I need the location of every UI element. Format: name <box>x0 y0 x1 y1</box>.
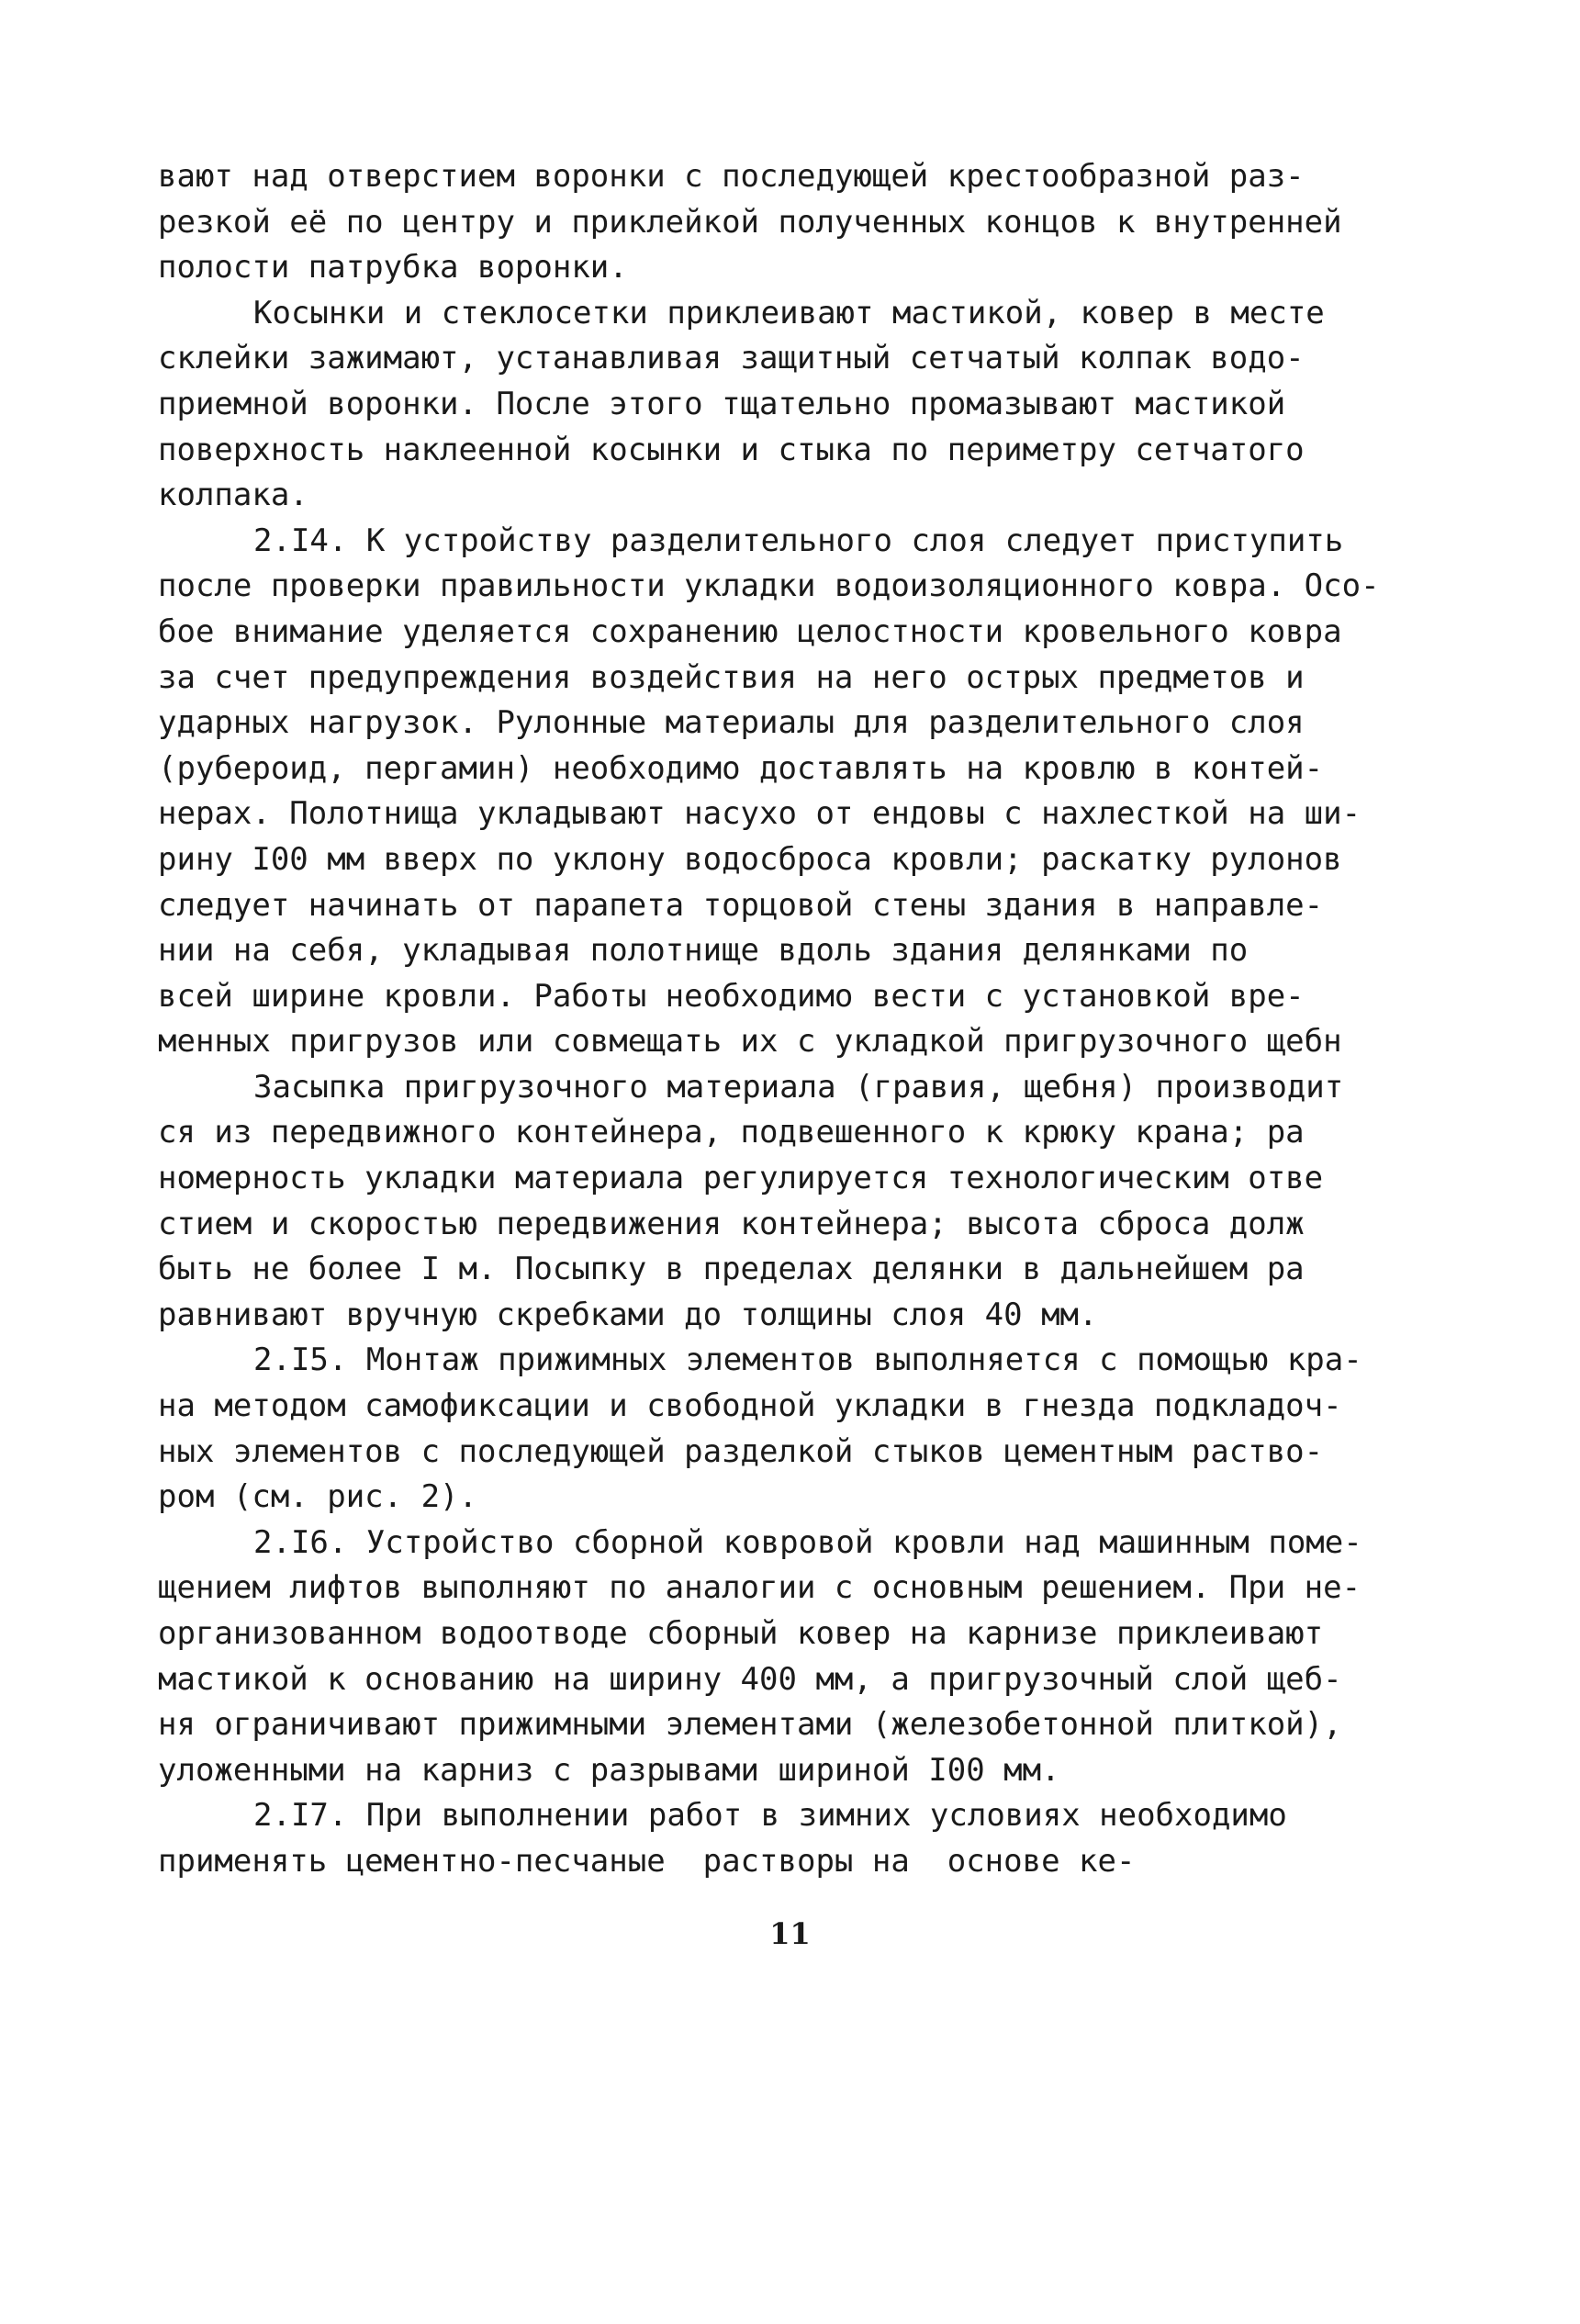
text-line: после проверки правильности укладки водоизоляционного ковра. Осо- <box>158 567 1380 605</box>
text-line: на методом самофиксации и свободной укладки в гнезда подкладоч- <box>158 1387 1342 1425</box>
body-text <box>158 154 1406 1885</box>
text-line: нии на себя, укладывая полотнище вдоль здания делянками по <box>158 932 1249 970</box>
text-line: ных элементов с последующей разделкой стыков цементным раство- <box>158 1432 1324 1470</box>
text-line: за счет предупреждения воздействия на него острых предметов и <box>158 658 1305 696</box>
text-line: применять цементно-песчаные растворы на основе ке- <box>158 1842 1136 1880</box>
text-line: вают над отверстием воронки с последующей крестообразной раз- <box>158 158 1305 195</box>
text-line: быть не более I м. Посыпку в пределах делянки в дальнейшем ра <box>158 1251 1305 1288</box>
text-line: всей ширине кровли. Работы необходимо вести с установкой вре- <box>158 977 1305 1015</box>
section-2-16-heading-line: 2.I6. Устройство сборной ковровой кровли над машинным поме- <box>253 1523 1362 1561</box>
text-line: ня ограничивают прижимными элементами (железобетонной плиткой), <box>158 1706 1342 1744</box>
text-line: колпака. <box>158 477 308 514</box>
text-line: менных пригрузов или совмещать их с укладкой пригрузочного щебн <box>158 1023 1342 1061</box>
text-line: полости патрубка воронки. <box>158 249 628 286</box>
section-2-17-heading-line: 2.I7. При выполнении работ в зимних условиях необходимо <box>253 1797 1287 1835</box>
text-line: мастикой к основанию на ширину 400 мм, а пригрузочный слой щеб- <box>158 1660 1342 1698</box>
text-line: следует начинать от парапета торцовой стены здания в направле- <box>158 886 1324 924</box>
text-line: уложенными на карниз с разрывами шириной I00 мм. <box>158 1751 1060 1789</box>
text-line: приемной воронки. После этого тщательно промазывают мастикой <box>158 385 1286 422</box>
text-line: резкой её по центру и приклейкой полученных концов к внутренней <box>158 203 1342 241</box>
section-2-14-heading-line: 2.I4. К устройству разделительного слоя следует приступить <box>253 522 1344 559</box>
paragraph-start-line: Косынки и стеклосетки приклеивают мастикой, ковер в месте <box>253 294 1325 331</box>
text-line: стием и скоростью передвижения контейнера; высота сброса долж <box>158 1205 1305 1242</box>
text-line: щением лифтов выполняют по аналогии с основным решением. При не- <box>158 1569 1361 1607</box>
text-line: равнивают вручную скребками до толщины слоя 40 мм. <box>158 1296 1098 1333</box>
text-line: поверхность наклеенной косынки и стыка по периметру сетчатого <box>158 431 1305 468</box>
text-line: номерность укладки материала регулируется технологическим отве <box>158 1160 1324 1197</box>
text-line: ся из передвижного контейнера, подвешенного к крюку крана; ра <box>158 1114 1305 1151</box>
page-number: 11 <box>769 1916 811 1951</box>
text-line: ром (см. рис. 2). <box>158 1478 477 1516</box>
text-line: организованном водоотводе сборный ковер на карнизе приклеивают <box>158 1615 1324 1652</box>
text-line: бое внимание уделяется сохранению целостности кровельного ковра <box>158 612 1342 650</box>
text-line: (рубероид, пергамин) необходимо доставлять на кровлю в контей- <box>158 749 1324 787</box>
text-line: склейки зажимают, устанавливая защитный сетчатый колпак водо- <box>158 340 1305 377</box>
section-2-15-heading-line: 2.I5. Монтаж прижимных элементов выполняется с помощью кра- <box>253 1342 1362 1379</box>
paragraph-start-line: Засыпка пригрузочного материала (гравия, щебня) производит <box>253 1068 1344 1106</box>
text-line: рину I00 мм вверх по уклону водосброса кровли; раскатку рулонов <box>158 840 1342 878</box>
text-line: нерах. Полотнища укладывают насухо от ендовы с нахлесткой на ши- <box>158 795 1361 833</box>
text-line: ударных нагрузок. Рулонные материалы для разделительного слоя <box>158 704 1305 742</box>
